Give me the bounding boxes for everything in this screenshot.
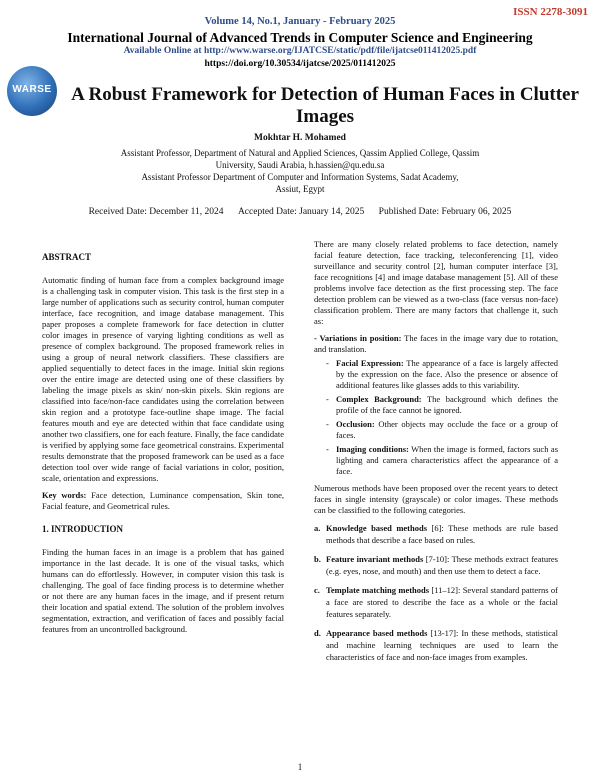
- keywords: [42, 490, 284, 512]
- list-item: [314, 553, 558, 577]
- issn: ISSN 2278-3091: [513, 6, 588, 18]
- factor-label: Complex Background:: [336, 394, 422, 404]
- abstract-text: Automatic finding of human face from a complex background image is a challenging task in computer vision. This task is the first step in a large number of applications such as security control, human computer interface, face recognition, and image database management. This paper proposes a complete framework for face detection in clutter color images in presence of varying lighting conditions as well as presence of complex background. The proposed framework relies in using a group of neural network classifiers. These classifiers are applied sequentially to detect faces in the image. Initial skin regions over the entire image are detected using one of these classifiers by labeling the image pixels as skin/ non-skin pixels. Skin regions are classified into face/non-face candidates using the correlation between skin region and a prototype face-outline shape image. The facial features mouth and eye are detected within that face candidate using another two classifiers, one for each feature. Finally, the face candidate is verified by applying some face geometrical constrains. Experimental results demonstrate that the proposed framework can be used as a face detection tool over wide range of facial variations in color, position, scale, orientation and expressions.: [42, 275, 284, 483]
- list-marker: d.: [314, 628, 321, 638]
- warse-logo-text: WARSE: [12, 84, 52, 95]
- accepted-date: Accepted Date: January 14, 2025: [237, 207, 365, 217]
- right-column: [314, 239, 558, 670]
- list-marker: b.: [314, 554, 321, 564]
- list-marker: a.: [314, 523, 321, 533]
- method-label: Appearance based methods: [326, 628, 428, 638]
- method-label: Template matching methods: [326, 585, 430, 595]
- left-column: [42, 252, 284, 641]
- method-text: [11–12]: Several standard patterns of a face are stored to describe the face as a whole or the facial features separately.: [326, 585, 558, 619]
- affiliation-line: University, Saudi Arabia, h.hassien@qu.edu.sa: [215, 160, 385, 170]
- received-date: Received Date: December 11, 2024: [88, 207, 224, 217]
- factor-label: Occlusion:: [336, 419, 375, 429]
- paper-title: A Robust Framework for Detection of Human Faces in Clutter Images: [71, 84, 579, 127]
- affiliation-line: Assiut, Egypt: [275, 184, 325, 194]
- list-item: [336, 358, 558, 391]
- method-text: [7-10]: These methods extract features (e.g. eyes, nose, and mouth) and then use them to detect a face.: [326, 554, 558, 576]
- method-category-list: [314, 522, 558, 663]
- list-item: [336, 444, 558, 477]
- factor-text: The appearance of a face is largely affected by the expression on the face. Also the presence or absence of additional features like glasses adds to this variability.: [336, 358, 559, 390]
- author-name: Mokhtar H. Mohamed: [254, 133, 346, 143]
- challenge-factor-list: [314, 358, 558, 477]
- list-item: [314, 584, 558, 620]
- method-label: Knowledge based methods: [326, 523, 428, 533]
- list-item: [336, 394, 558, 416]
- abstract-heading: ABSTRACT: [42, 252, 92, 262]
- factor-text: The background which defines the profile of the face cannot be ignored.: [336, 394, 559, 415]
- variations-text: The faces in the image vary due to rotation, and translation.: [314, 333, 558, 354]
- doi-link[interactable]: https://doi.org/10.30534/ijatcse/2025/011412025: [204, 59, 396, 69]
- keywords-text: Face detection, Luminance compensation, Skin tone, Facial feature, and Geometrical rules.: [42, 490, 284, 511]
- factor-text: When the image is formed, factors such as lighting and camera characteristics affect the appearance of a face.: [336, 444, 559, 476]
- list-marker: c.: [314, 585, 320, 595]
- list-item: [336, 419, 558, 441]
- methods-intro-paragraph: Numerous methods have been proposed over the recent years to detect faces in single intensity (grayscale) or color images. These methods can be classified to the following categories.: [314, 483, 558, 515]
- volume-line: Volume 14, No.1, January - February 2025: [204, 16, 396, 27]
- keywords-label: Key words:: [42, 490, 87, 500]
- affiliation-line: Assistant Professor, Department of Natural and Applied Sciences, Qassim Applied College, Qassim: [120, 148, 480, 158]
- method-text: [6]: These methods are rule based methods that describe a face based on rules.: [326, 523, 558, 545]
- factor-label: Imaging conditions:: [336, 444, 409, 454]
- page-number: 1: [297, 762, 303, 772]
- factor-label: Facial Expression:: [336, 358, 404, 368]
- intro-continued-paragraph: There are many closely related problems to face detection, namely facial feature detection, face tracking, teleconferencing [1], video surveillance and security control [2], human computer interface [3], face recognitions [4] and image database management [5]. All of these problems involve face detection as the first processing step. The face detection problem can be viewed as a two-class (face versus non-face) classification problem. There are many factors that challenge it, such as:: [314, 239, 558, 326]
- availability-link[interactable]: Available Online at http://www.warse.org/IJATCSE/static/pdf/file/ijatcse011412025.pdf: [123, 46, 477, 56]
- publication-dates: [0, 207, 600, 217]
- introduction-text: Finding the human faces in an image is a problem that has gained importance in the last decade. It is one of the visual tasks, which humans can do effortlessly. However, in computer vision this task is challenging. The goal of face finding process is to determine whether or not there are any human faces in the image, and if present return their location and spatial extend. The solution of the problem involves segmentation, extraction, and verification of faces and possibly facial features from an uncontrolled background.: [42, 547, 284, 634]
- published-date: Published Date: February 06, 2025: [378, 207, 512, 217]
- affiliation-line: Assistant Professor Department of Computer and Information Systems, Sadat Academy,: [141, 172, 459, 182]
- journal-title: International Journal of Advanced Trends in Computer Science and Engineering: [67, 30, 533, 45]
- list-item: [314, 522, 558, 546]
- method-label: Feature invariant methods: [326, 554, 424, 564]
- introduction-heading: 1. INTRODUCTION: [42, 524, 124, 534]
- variations-label: - Variations in position:: [314, 333, 402, 343]
- method-text: [13-17]: In these methods, statistical and machine learning techniques are used to learn the characteristics of face and non-face images from examples.: [326, 628, 558, 662]
- list-item: [314, 627, 558, 663]
- variations-item: [314, 333, 558, 355]
- factor-text: Other objects may occlude the face or a group of faces.: [336, 419, 558, 440]
